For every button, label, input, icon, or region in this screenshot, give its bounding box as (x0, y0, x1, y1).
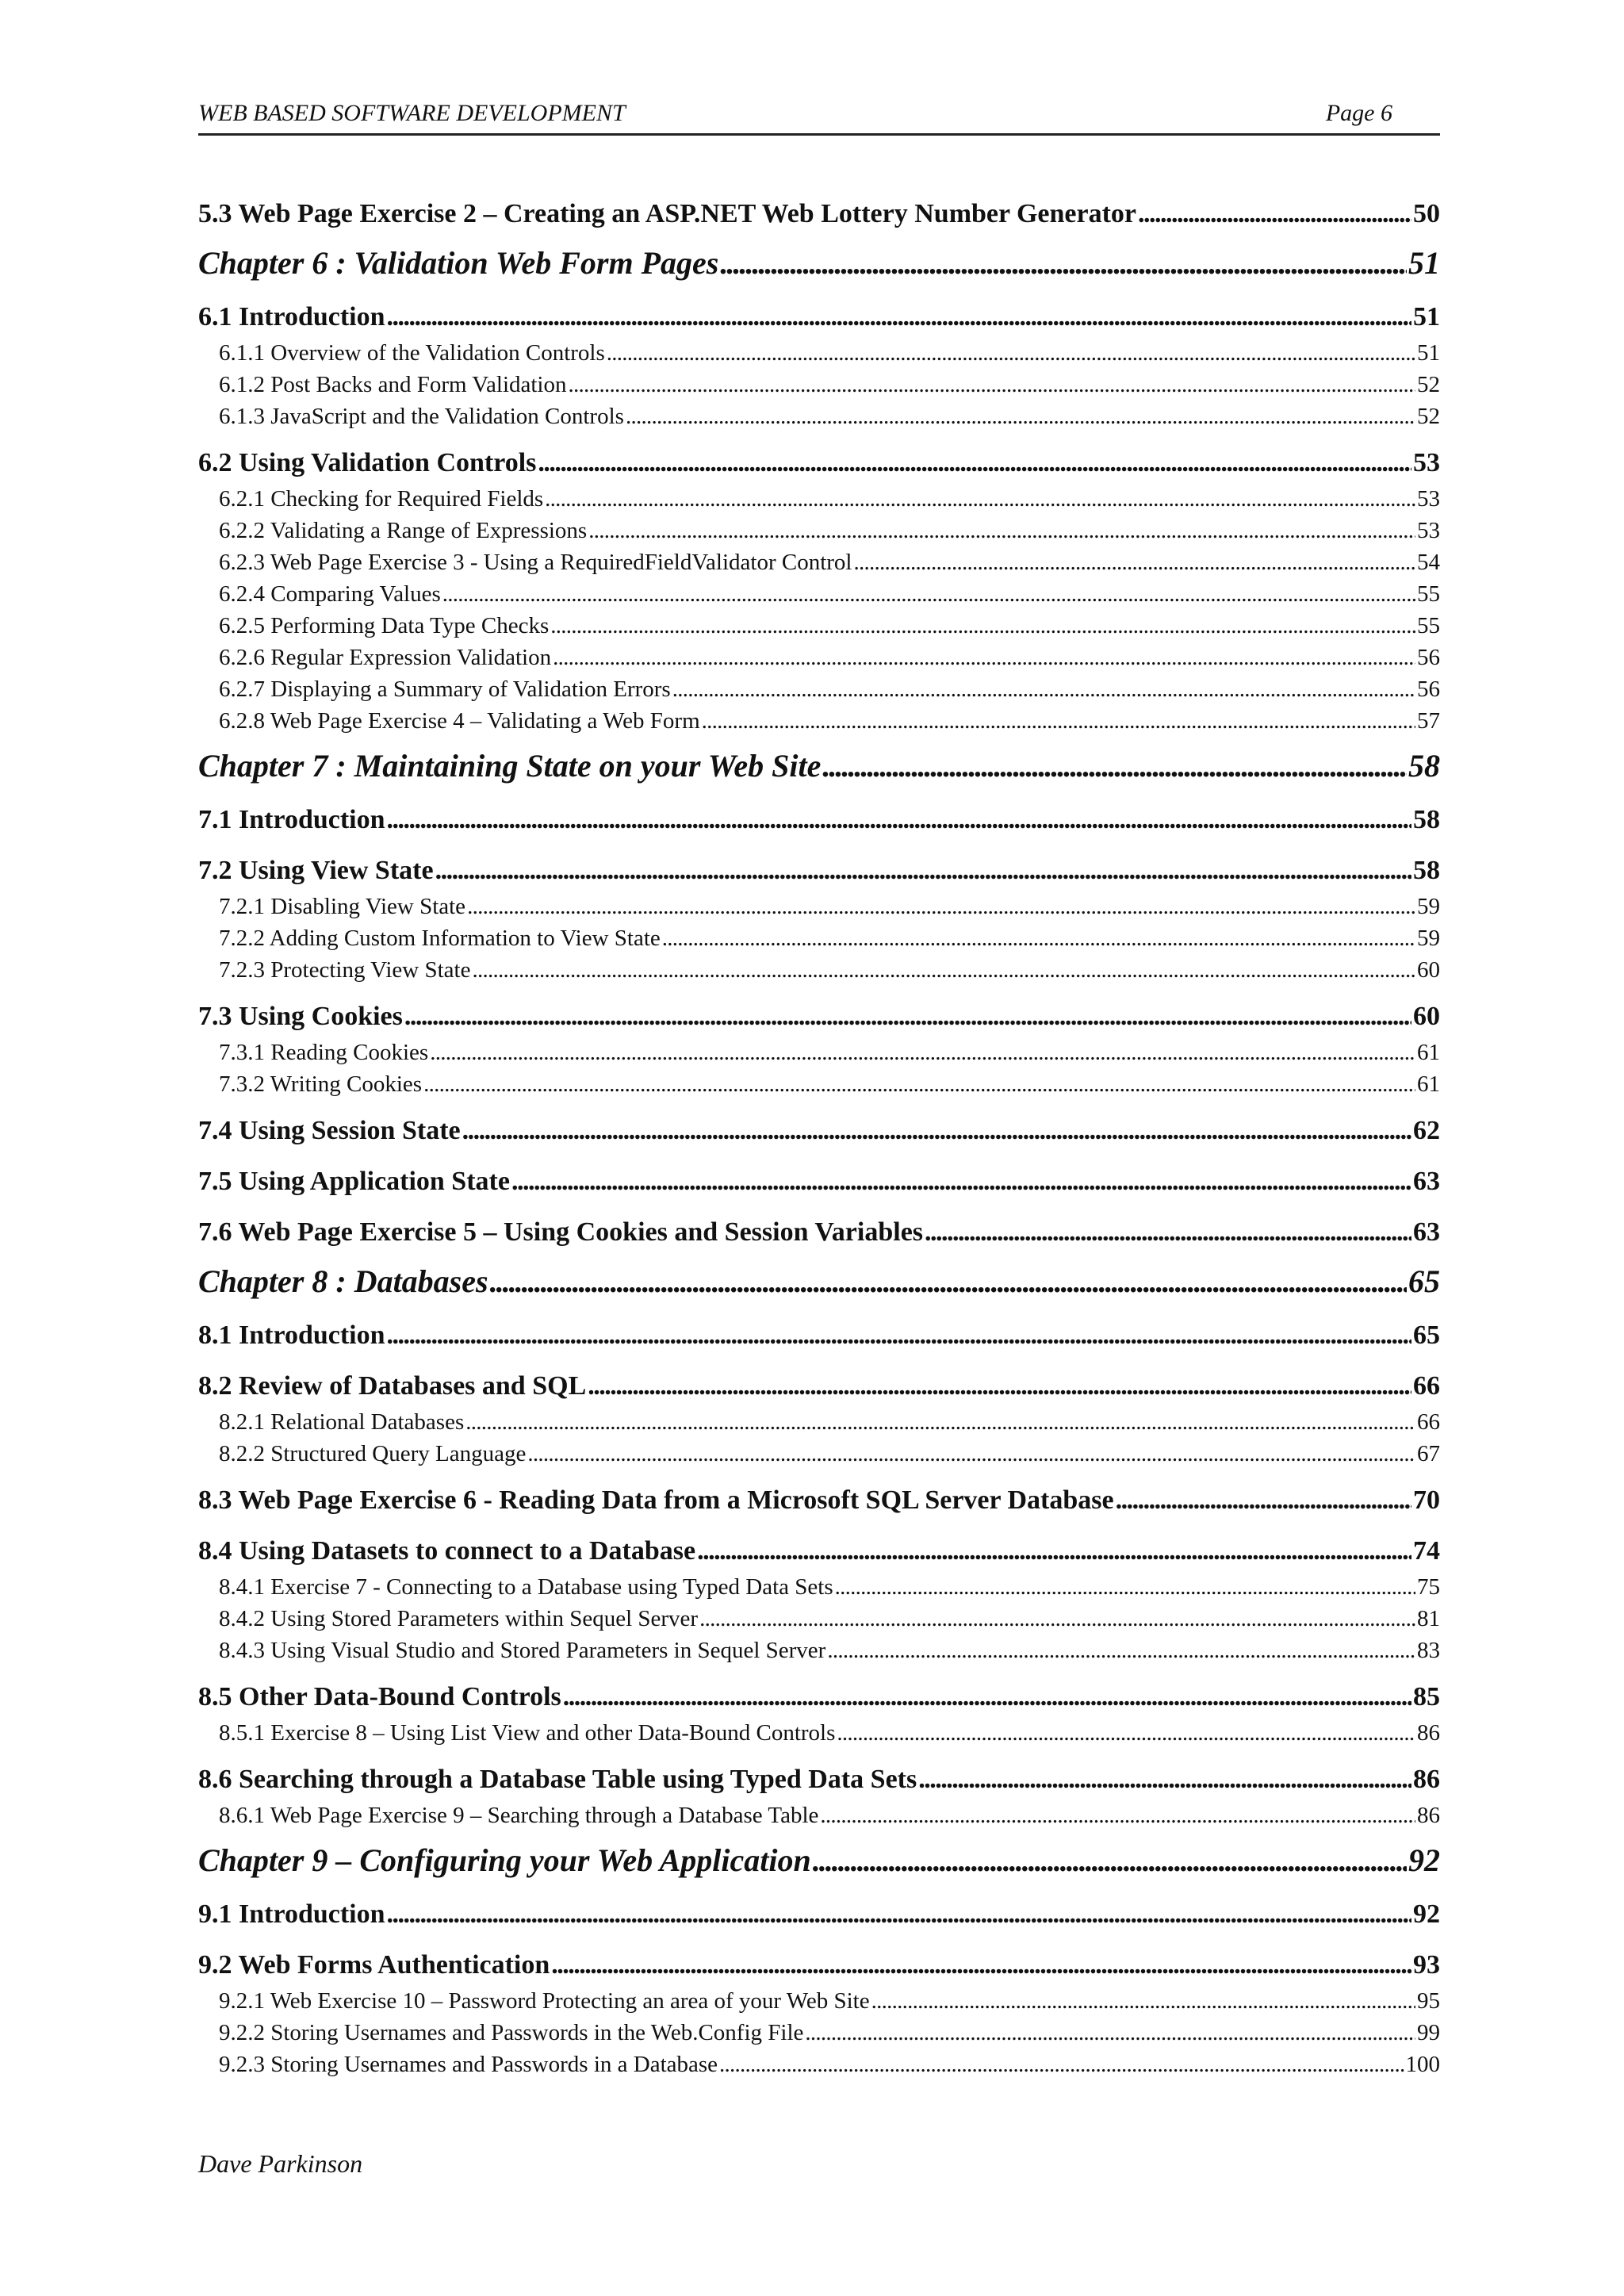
dot-leader (545, 483, 1415, 515)
toc-entry-page-number: 75 (1417, 1574, 1440, 1600)
toc-entry-page-number: 55 (1417, 581, 1440, 607)
toc-entry-label: Chapter 9 – Configuring your Web Application (198, 1842, 811, 1878)
toc-entry-label: 8.4.2 Using Stored Parameters within Sequel Server (219, 1606, 699, 1631)
toc-entry-page-number: 51 (1417, 340, 1440, 366)
toc-entry-label: 7.5 Using Application State (198, 1167, 510, 1196)
dot-leader (1138, 194, 1411, 234)
toc-subsection-entry[interactable] (198, 2049, 1440, 2080)
toc-entry-label: 7.2.3 Protecting View State (219, 957, 471, 983)
toc-entry-label: 6.2.8 Web Page Exercise 4 – Validating a Web Form (219, 708, 700, 734)
toc-entry-page-number: 51 (1413, 302, 1440, 332)
toc-entry-label: 6.2.3 Web Page Exercise 3 - Using a RequiredFieldValidator Control (219, 550, 852, 575)
dot-leader (527, 1438, 1415, 1470)
dot-leader (462, 1111, 1411, 1151)
page-number: Page 6 (1325, 100, 1392, 126)
toc-entry-label: 9.2 Web Forms Authentication (198, 1950, 550, 1980)
toc-entry-label: 9.2.2 Storing Usernames and Passwords in the Web.Config File (219, 2020, 804, 2045)
toc-subsection-entry[interactable] (198, 673, 1440, 705)
dot-leader (511, 1162, 1411, 1202)
toc-subsection-entry[interactable] (198, 1406, 1440, 1438)
toc-entry-label: 6.2.1 Checking for Required Fields (219, 486, 544, 512)
toc-entry-page-number: 50 (1413, 199, 1440, 228)
toc-section-entry[interactable] (198, 1366, 1440, 1406)
toc-subsection-entry[interactable] (198, 922, 1440, 954)
toc-subsection-entry[interactable] (198, 954, 1440, 986)
toc-chapter-entry[interactable] (198, 240, 1440, 286)
toc-entry-label: 6.2.2 Validating a Range of Expressions (219, 518, 588, 543)
toc-subsection-entry[interactable] (198, 369, 1440, 401)
toc-section-entry[interactable] (198, 1895, 1440, 1934)
dot-leader (925, 1213, 1411, 1252)
toc-entry-page-number: 65 (1408, 1263, 1440, 1299)
dot-leader (805, 2017, 1415, 2049)
toc-entry-page-number: 85 (1413, 1682, 1440, 1711)
dot-leader (699, 1603, 1415, 1635)
toc-entry-label: 9.2.3 Storing Usernames and Passwords in a Database (219, 2052, 718, 2077)
toc-entry-label: 6.1.2 Post Backs and Form Validation (219, 372, 567, 397)
toc-entry-label: 6.1.1 Overview of the Validation Controls (219, 340, 605, 366)
page-footer: Dave Parkinson (198, 2149, 363, 2178)
dot-leader (442, 578, 1415, 610)
toc-entry-label: 8.5 Other Data-Bound Controls (198, 1682, 561, 1711)
toc-entry-page-number: 59 (1417, 894, 1440, 919)
toc-subsection-entry[interactable] (198, 891, 1440, 922)
toc-entry-page-number: 62 (1413, 1116, 1440, 1145)
toc-section-entry[interactable] (198, 800, 1440, 840)
toc-subsection-entry[interactable] (198, 1717, 1440, 1749)
toc-subsection-entry[interactable] (198, 515, 1440, 546)
toc-subsection-entry[interactable] (198, 1635, 1440, 1666)
dot-leader (697, 1531, 1411, 1571)
toc-entry-page-number: 55 (1417, 613, 1440, 638)
toc-entry-label: 9.2.1 Web Exercise 10 – Password Protecting an area of your Web Site (219, 1988, 870, 2014)
toc-entry-page-number: 81 (1417, 1606, 1440, 1631)
toc-subsection-entry[interactable] (198, 2017, 1440, 2049)
toc-entry-label: 6.2.5 Performing Data Type Checks (219, 613, 550, 638)
toc-entry-label: 6.2.6 Regular Expression Validation (219, 645, 552, 670)
dot-leader (430, 1037, 1415, 1068)
toc-entry-label: 8.1 Introduction (198, 1320, 385, 1350)
toc-section-entry[interactable] (198, 1760, 1440, 1800)
toc-section-entry[interactable] (198, 1213, 1440, 1252)
toc-subsection-entry[interactable] (198, 610, 1440, 642)
toc-subsection-entry[interactable] (198, 642, 1440, 673)
dot-leader (423, 1068, 1415, 1100)
document-title: WEB BASED SOFTWARE DEVELOPMENT (198, 100, 626, 126)
toc-entry-label: 7.2.1 Disabling View State (219, 894, 466, 919)
toc-entry-page-number: 58 (1413, 805, 1440, 834)
toc-entry-page-number: 58 (1408, 748, 1440, 784)
toc-entry-page-number: 52 (1417, 404, 1440, 429)
dot-leader (672, 673, 1415, 705)
toc-subsection-entry[interactable] (198, 483, 1440, 515)
dot-leader (871, 1985, 1415, 2017)
dot-leader (854, 546, 1416, 578)
toc-subsection-entry[interactable] (198, 1438, 1440, 1470)
toc-entry-page-number: 60 (1413, 1002, 1440, 1031)
dot-leader (720, 240, 1407, 286)
toc-entry-label: 6.2.7 Displaying a Summary of Validation Errors (219, 677, 671, 702)
dot-leader (588, 1366, 1411, 1406)
toc-entry-label: 7.3.1 Reading Cookies (219, 1040, 429, 1065)
dot-leader (553, 642, 1415, 673)
toc-subsection-entry[interactable] (198, 578, 1440, 610)
dot-leader (467, 891, 1415, 922)
dot-leader (387, 1895, 1411, 1934)
toc-subsection-entry[interactable] (198, 1571, 1440, 1603)
toc-subsection-entry[interactable] (198, 546, 1440, 578)
dot-leader (918, 1760, 1411, 1800)
toc-section-entry[interactable] (198, 1111, 1440, 1151)
toc-section-entry[interactable] (198, 1945, 1440, 1985)
dot-leader (662, 922, 1415, 954)
toc-entry-label: 7.2 Using View State (198, 856, 434, 885)
toc-entry-page-number: 83 (1417, 1638, 1440, 1663)
toc-subsection-entry[interactable] (198, 1068, 1440, 1100)
toc-section-entry[interactable] (198, 297, 1440, 337)
dot-leader (827, 1635, 1415, 1666)
toc-entry-label: Chapter 8 : Databases (198, 1263, 488, 1299)
toc-entry-label: 8.4 Using Datasets to connect to a Database (198, 1536, 696, 1566)
toc-entry-page-number: 99 (1417, 2020, 1440, 2045)
toc-subsection-entry[interactable] (198, 1800, 1440, 1831)
toc-subsection-entry[interactable] (198, 401, 1440, 432)
toc-entry-label: 6.1 Introduction (198, 302, 385, 332)
toc-subsection-entry[interactable] (198, 1985, 1440, 2017)
toc-entry-page-number: 93 (1413, 1950, 1440, 1980)
toc-entry-page-number: 54 (1417, 550, 1440, 575)
dot-leader (387, 800, 1411, 840)
dot-leader (387, 1316, 1411, 1355)
toc-section-entry[interactable] (198, 851, 1440, 891)
dot-leader (550, 610, 1415, 642)
dot-leader (588, 515, 1415, 546)
toc-entry-page-number: 53 (1413, 448, 1440, 477)
toc-entry-label: 9.1 Introduction (198, 1899, 385, 1929)
toc-entry-label: 6.2 Using Validation Controls (198, 448, 537, 477)
toc-section-entry[interactable] (198, 1162, 1440, 1202)
toc-entry-label: 7.3.2 Writing Cookies (219, 1071, 423, 1097)
dot-leader (435, 851, 1411, 891)
toc-entry-page-number: 61 (1417, 1071, 1440, 1097)
toc-entry-label: 5.3 Web Page Exercise 2 – Creating an ASP.NET Web Lottery Number Generator (198, 199, 1137, 228)
toc-entry-page-number: 53 (1417, 486, 1440, 512)
dot-leader (835, 1571, 1415, 1603)
toc-entry-label: 8.4.1 Exercise 7 - Connecting to a Database using Typed Data Sets (219, 1574, 833, 1600)
toc-entry-page-number: 51 (1408, 245, 1440, 281)
toc-entry-label: 7.1 Introduction (198, 805, 385, 834)
toc-entry-page-number: 86 (1417, 1720, 1440, 1746)
toc-chapter-entry[interactable] (198, 743, 1440, 789)
dot-leader (404, 997, 1411, 1037)
dot-leader (1116, 1481, 1411, 1520)
toc-section-entry[interactable] (198, 1531, 1440, 1571)
toc-section-entry[interactable] (198, 443, 1440, 483)
toc-entry-label: 8.2.1 Relational Databases (219, 1409, 465, 1435)
toc-entry-label: 8.6.1 Web Page Exercise 9 – Searching through a Database Table (219, 1803, 819, 1828)
toc-entry-page-number: 100 (1405, 2052, 1440, 2077)
toc-entry-label: 7.4 Using Session State (198, 1116, 461, 1145)
dot-leader (822, 743, 1407, 789)
toc-entry-page-number: 57 (1417, 708, 1440, 734)
toc-entry-page-number: 66 (1413, 1371, 1440, 1401)
toc-entry-label: 7.3 Using Cookies (198, 1002, 403, 1031)
toc-entry-label: 7.6 Web Page Exercise 5 – Using Cookies and Session Variables (198, 1217, 924, 1247)
toc-entry-label: 8.2 Review of Databases and SQL (198, 1371, 587, 1401)
table-of-contents (198, 194, 1440, 2080)
toc-subsection-entry[interactable] (198, 1037, 1440, 1068)
toc-entry-page-number: 58 (1413, 856, 1440, 885)
toc-section-entry[interactable] (198, 1316, 1440, 1355)
dot-leader (551, 1945, 1411, 1985)
toc-entry-page-number: 60 (1417, 957, 1440, 983)
toc-entry-label: 8.3 Web Page Exercise 6 - Reading Data from a Microsoft SQL Server Database (198, 1485, 1114, 1515)
toc-section-entry[interactable] (198, 1677, 1440, 1717)
dot-leader (820, 1800, 1415, 1831)
toc-entry-page-number: 63 (1413, 1217, 1440, 1247)
toc-entry-page-number: 61 (1417, 1040, 1440, 1065)
dot-leader (465, 1406, 1415, 1438)
toc-entry-page-number: 95 (1417, 1988, 1440, 2014)
toc-entry-label: 7.2.2 Adding Custom Information to View State (219, 926, 661, 951)
toc-entry-page-number: 86 (1413, 1765, 1440, 1794)
toc-entry-page-number: 67 (1417, 1441, 1440, 1466)
toc-subsection-entry[interactable] (198, 1603, 1440, 1635)
dot-leader (490, 1259, 1407, 1305)
toc-entry-page-number: 86 (1417, 1803, 1440, 1828)
toc-entry-label: 8.4.3 Using Visual Studio and Stored Parameters in Sequel Server (219, 1638, 826, 1663)
toc-subsection-entry[interactable] (198, 705, 1440, 737)
dot-leader (568, 369, 1415, 401)
toc-entry-label: 8.5.1 Exercise 8 – Using List View and other Data-Bound Controls (219, 1720, 836, 1746)
toc-entry-page-number: 52 (1417, 372, 1440, 397)
toc-entry-label: Chapter 7 : Maintaining State on your Web Site (198, 748, 822, 784)
toc-entry-label: 8.2.2 Structured Query Language (219, 1441, 527, 1466)
toc-chapter-entry[interactable] (198, 1838, 1440, 1884)
dot-leader (837, 1717, 1415, 1749)
toc-section-entry[interactable] (198, 1481, 1440, 1520)
toc-section-entry[interactable] (198, 997, 1440, 1037)
dot-leader (626, 401, 1415, 432)
dot-leader (813, 1838, 1407, 1884)
dot-leader (607, 337, 1415, 369)
toc-subsection-entry[interactable] (198, 337, 1440, 369)
toc-entry-page-number: 59 (1417, 926, 1440, 951)
toc-entry-page-number: 65 (1413, 1320, 1440, 1350)
toc-entry-label: 6.1.3 JavaScript and the Validation Controls (219, 404, 624, 429)
toc-entry-page-number: 70 (1413, 1485, 1440, 1515)
dot-leader (702, 705, 1415, 737)
page-header (198, 94, 1440, 136)
dot-leader (719, 2049, 1404, 2080)
toc-entry-page-number: 56 (1417, 645, 1440, 670)
toc-entry-page-number: 63 (1413, 1167, 1440, 1196)
toc-entry-page-number: 92 (1413, 1899, 1440, 1929)
toc-entry-page-number: 74 (1413, 1536, 1440, 1566)
dot-leader (473, 954, 1416, 986)
toc-entry-page-number: 53 (1417, 518, 1440, 543)
dot-leader (387, 297, 1411, 337)
dot-leader (538, 443, 1411, 483)
toc-entry-label: 6.2.4 Comparing Values (219, 581, 441, 607)
toc-section-entry[interactable] (198, 194, 1440, 234)
toc-chapter-entry[interactable] (198, 1259, 1440, 1305)
toc-entry-label: 8.6 Searching through a Database Table using Typed Data Sets (198, 1765, 917, 1794)
toc-entry-label: Chapter 6 : Validation Web Form Pages (198, 245, 719, 281)
toc-entry-page-number: 56 (1417, 677, 1440, 702)
toc-entry-page-number: 66 (1417, 1409, 1440, 1435)
dot-leader (563, 1677, 1411, 1717)
toc-entry-page-number: 92 (1408, 1842, 1440, 1878)
